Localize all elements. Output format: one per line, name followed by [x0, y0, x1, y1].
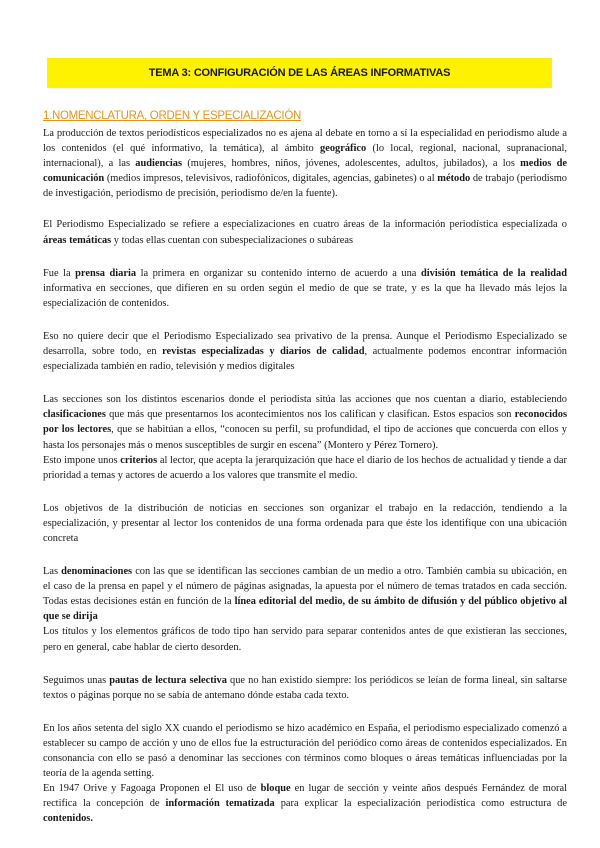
chapter-title: TEMA 3: CONFIGURACIÓN DE LAS ÁREAS INFORMATIVAS — [148, 67, 451, 79]
paragraph-1: La producción de textos periodísticos especializados no es ajena al debate en torno a sí la especialidad en periodismo alude a los contenidos (el qué informativo, la temática), al ámbito geográfico (lo local, regional, nacional, supranacional, internacional), a las audiencias (mujeres, hombres, niños, jóvenes, adolescentes, adultos, jubilados), a los medios de comunicación (medios impresos, televisivos, radiofónicos, digitales, agencias, gabinetes) o al método de trabajo (periodismo de investigación, periodismo de precisión, periodismo de/en la fuente). — [43, 128, 567, 200]
paragraph-12: En 1947 Orive y Fagoaga Proponen el El uso de bloque en lugar de sección y veinte años después Fernández de moral rectifica la concepción de información tematizada para explicar la especialización periodística como estructura de contenidos. — [43, 783, 567, 825]
paragraph-5: Las secciones son los distintos escenarios donde el periodista sitúa las acciones que nos cuentan a diario, estableciendo clasificaciones que más que presentarnos los acontecimientos nos los califican y clasifican. Estos espacios son reconocidos por los lectores, que se habitúan a ellos, “conocen su perfil, su profundidad, el tipo de acciones que concuerda con ellos y hasta los personajes más o menos susceptibles de surgir en escena” (Montero y Pérez Tornero). — [43, 394, 567, 451]
body-text — [43, 126, 567, 826]
section-heading: 1.NOMENCLATURA, ORDEN Y ESPECIALIZACIÓN — [43, 110, 301, 122]
paragraph-11: En los años setenta del siglo XX cuando el periodismo se hizo académico en España, el periodismo especializado comenzó a establecer su campo de acción y uno de ellos fue la estructuración del periódico como áreas de contenidos especializados. En consonancia con ello se pasó a denominar las secciones con términos como bloques o áreas temáticas influenciadas por la teoría de la agenda setting. — [43, 722, 567, 780]
paragraph-7: Los objetivos de la distribución de noticias en secciones son organizar el trabajo en la redacción, tendiendo a la especialización, y presentar al lector los contenidos de una forma ordenada para que éste los identifique con una ubicación concreta — [43, 502, 567, 544]
paragraph-8: Las denominaciones con las que se identifican las secciones cambian de un medio a otro. También cambia su ubicación, en el caso de la prensa en papel y el número de páginas asignadas, la apuesta por el número de temas tratados en cada sección. Todas estas decisiones están en función de la línea editorial del medio, de su ámbito de difusión y del público objetivo al que se dirija — [43, 566, 567, 623]
paragraph-4: Eso no quiere decir que el Periodismo Especializado sea privativo de la prensa. Aunque el Periodismo Especializado se desarrolla, sobre todo, en revistas especializadas y diarios de calidad, actualmente podemos encontrar información especializada también en radio, televisión y medios digitales — [43, 330, 567, 373]
paragraph-3: Fue la prensa diaria la primera en organizar su contenido interno de acuerdo a una división temática de la realidad informativa en secciones, que difieren en su orden según el medio de que se trate, y es la que ha llevado más lejos la especialización de contenidos. — [43, 267, 568, 309]
paragraph-2: El Periodismo Especializado se refiere a especializaciones en cuatro áreas de la información periodística especializada o áreas temáticas y todas ellas cuentan con subespecializaciones o subáreas — [43, 219, 567, 246]
chapter-banner — [47, 58, 552, 88]
paragraph-6: Esto impone unos criterios al lector, que acepta la jerarquización que hace el diario de los hechos de actualidad y tiende a dar prioridad a temas y actores de acuerdo a los valores que transmite el medio. — [43, 454, 567, 481]
paragraph-10: Seguimos unas pautas de lectura selectiva que no han existido siempre: los periódicos se leían de forma lineal, sin saltarse textos o páginas porque no se sabía de antemano dónde estaba cada texto. — [43, 674, 567, 701]
paragraph-9: Los títulos y los elementos gráficos de todo tipo han servido para separar contenidos antes de que existieran las secciones, pero en general, cabe hablar de cierto desorden. — [43, 626, 567, 653]
